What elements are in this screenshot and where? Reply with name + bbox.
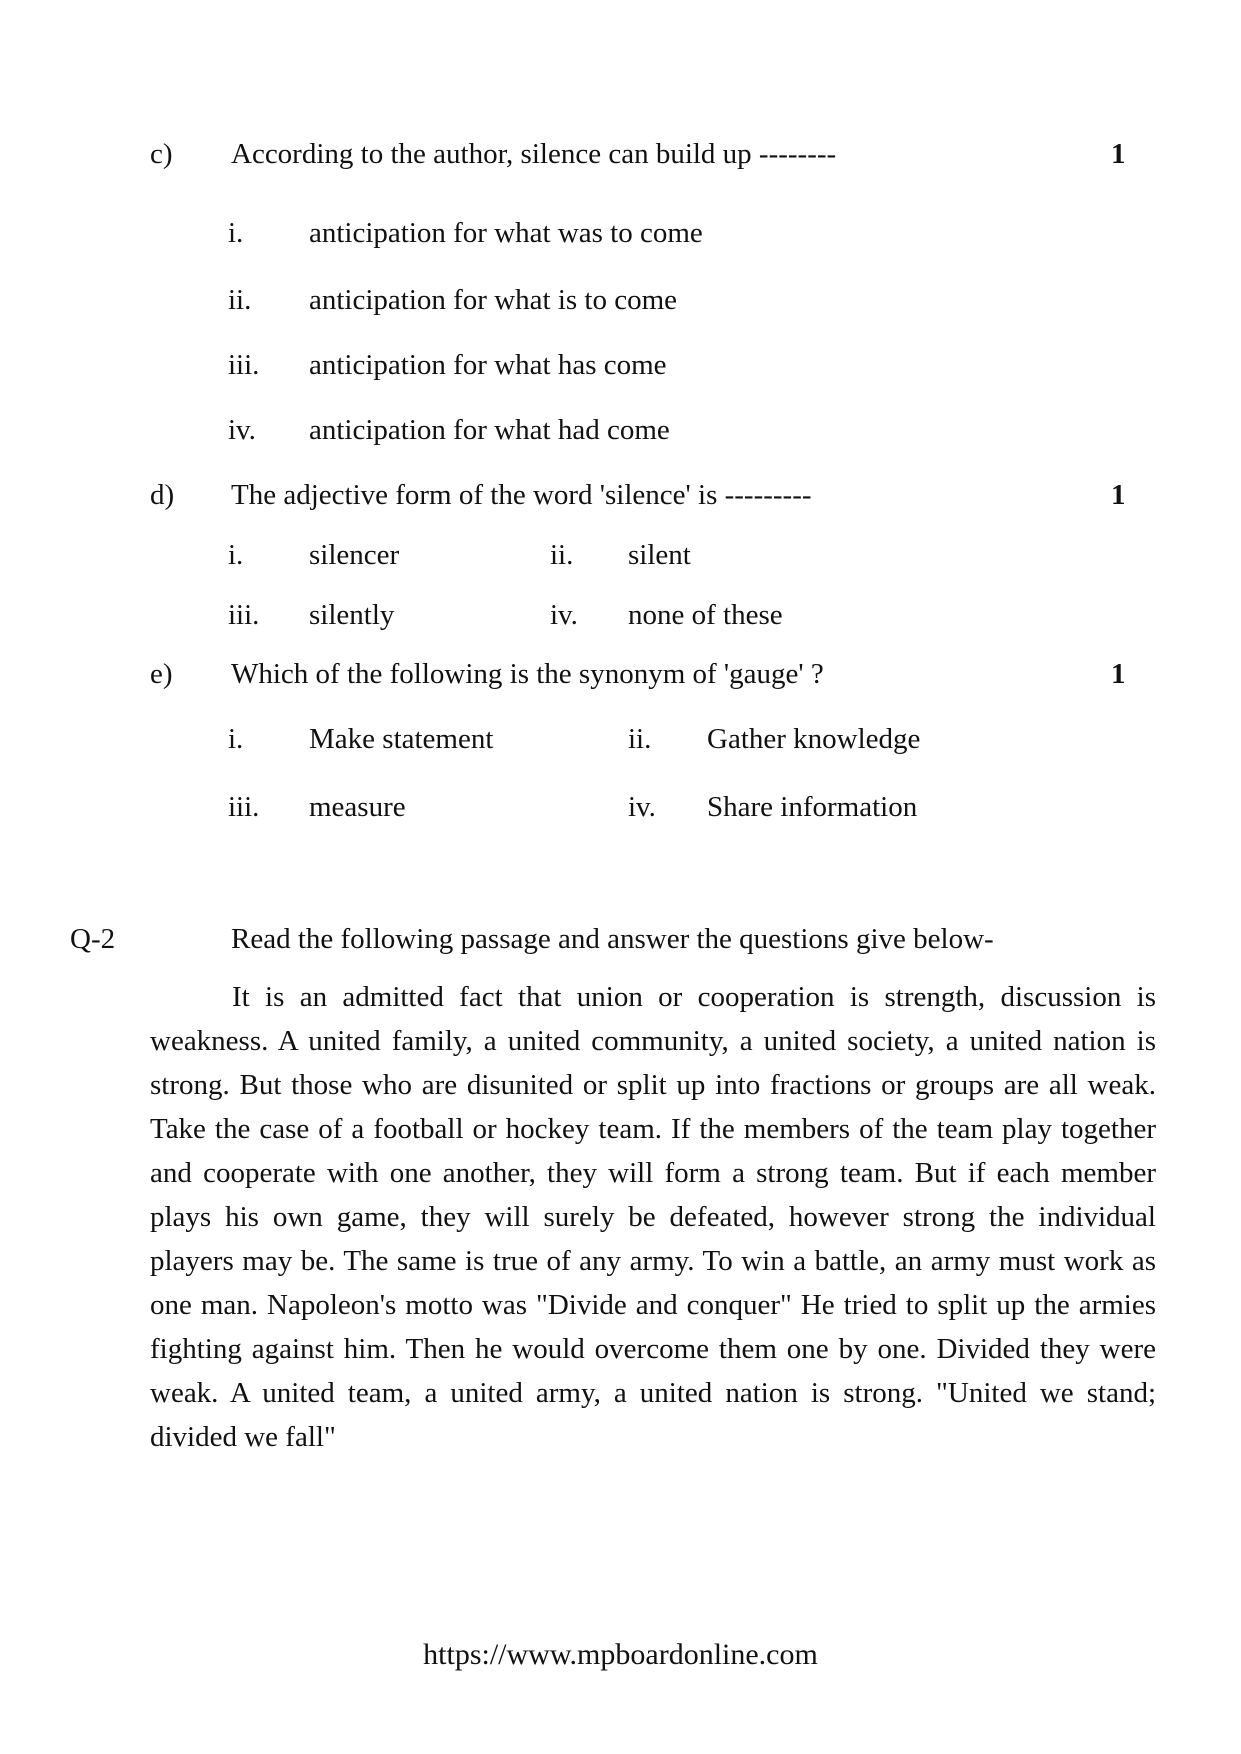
option-c-1-num: i. — [228, 217, 244, 249]
question-2-instruction: Read the following passage and answer the questions give below- — [231, 923, 994, 955]
question-e-text: Which of the following is the synonym of 'gauge' ? — [231, 658, 824, 690]
question-d-marks: 1 — [1111, 479, 1126, 511]
passage-paragraph: It is an admitted fact that union or cooperation is strength, discussion is weakness. A united family, a united community, a united society, a united nation is strong. But those who are disunited or split up into fractions or groups are all weak. Take the case of a football or hockey team. If the members of the team play together and cooperate with one another, they will form a strong team. But if each member plays his own game, they will surely be defeated, however strong the individual players may be. The same is true of any army. To win a battle, an army must work as one man. Napoleon's motto was "Divide and conquer" He tried to split up the armies fighting against him. Then he would overcome them one by one. Divided they were weak. A united team, a united army, a united nation is strong. "United we stand; divided we fall" — [150, 981, 1156, 1453]
option-d-1-text: silencer — [309, 539, 400, 571]
question-2-label: Q-2 — [70, 923, 116, 955]
option-c-1-text: anticipation for what was to come — [309, 217, 703, 249]
option-e-2-num: ii. — [628, 723, 652, 755]
option-c-3-num: iii. — [228, 349, 260, 381]
option-c-4-text: anticipation for what had come — [309, 414, 670, 446]
question-e-marks: 1 — [1111, 658, 1126, 690]
option-d-4-text: none of these — [628, 599, 783, 631]
question-e-label: e) — [150, 658, 173, 690]
question-d-label: d) — [150, 479, 175, 511]
option-d-4-num: iv. — [550, 599, 578, 631]
option-c-4-num: iv. — [228, 414, 256, 446]
option-d-3-text: silently — [309, 599, 395, 631]
option-e-4-num: iv. — [628, 791, 656, 823]
question-c-text: According to the author, silence can build up -------- — [231, 138, 837, 170]
option-e-1-text: Make statement — [309, 723, 494, 755]
option-c-3-text: anticipation for what has come — [309, 349, 667, 381]
footer-url: https://www.mpboardonline.com — [423, 1638, 818, 1671]
option-e-2-text: Gather knowledge — [707, 723, 921, 755]
option-e-1-num: i. — [228, 723, 244, 755]
option-e-3-text: measure — [309, 791, 406, 823]
option-c-2-num: ii. — [228, 284, 252, 316]
option-c-2-text: anticipation for what is to come — [309, 284, 678, 316]
option-e-3-num: iii. — [228, 791, 260, 823]
question-c-marks: 1 — [1111, 138, 1126, 170]
question-c-label: c) — [150, 138, 173, 170]
option-e-4-text: Share information — [707, 791, 918, 823]
option-d-2-text: silent — [628, 539, 691, 571]
option-d-1-num: i. — [228, 539, 244, 571]
question-d-text: The adjective form of the word 'silence' is --------- — [231, 479, 812, 511]
option-d-2-num: ii. — [550, 539, 574, 571]
option-d-3-num: iii. — [228, 599, 260, 631]
reading-passage — [150, 975, 1156, 1459]
